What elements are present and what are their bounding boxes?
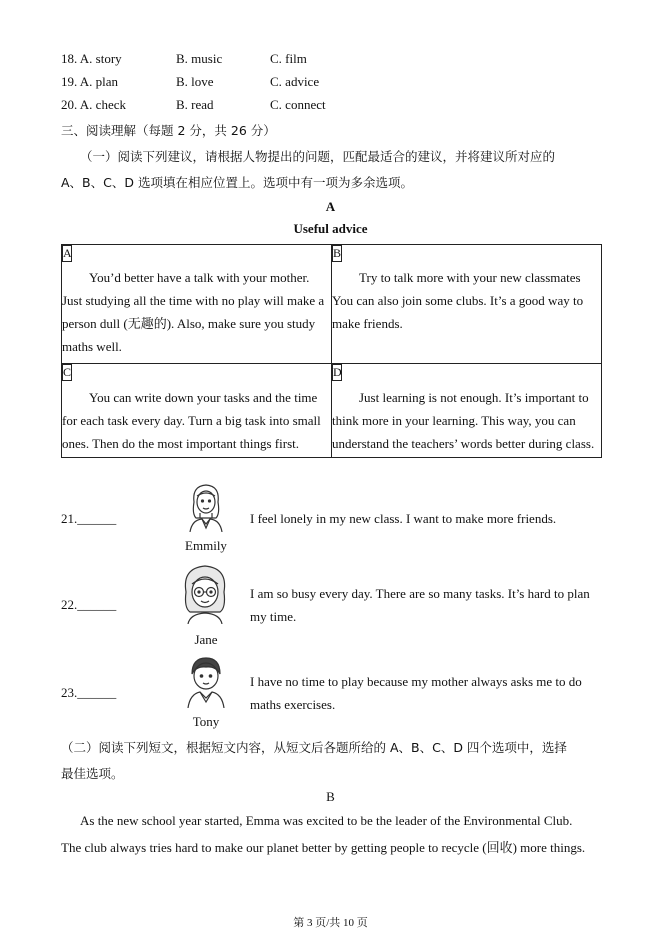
option-b: B. music: [176, 51, 223, 66]
passage-title: Useful advice: [293, 221, 368, 236]
page-footer: 第 3 页/共 10 页: [293, 917, 368, 929]
advice-cell-a: [62, 266, 331, 358]
passage-letter-a: A: [325, 199, 336, 214]
option-a: 18. A. story: [61, 51, 122, 66]
cell-line: You’d better have a talk with your mother.: [89, 270, 310, 285]
passage-line: The club always tries hard to make our planet better by getting people to recycle (回收) more things.: [61, 840, 586, 855]
option-c: C. film: [270, 51, 307, 66]
cell-line: Just learning is not enough. It’s important to: [359, 390, 589, 405]
girl-glasses-portrait-icon: [176, 562, 234, 624]
answer-blank-21[interactable]: 21.______: [61, 511, 117, 526]
question-line: I feel lonely in my new class. I want to make more friends.: [250, 511, 557, 526]
option-b: B. read: [176, 97, 214, 112]
cell-letter-b: B: [333, 246, 342, 260]
cell-line: make friends.: [332, 316, 403, 331]
boy-portrait-icon: [182, 654, 230, 708]
passage-line: As the new school year started, Emma was excited to be the leader of the Environmental Club.: [80, 813, 573, 828]
advice-cell-b: [332, 266, 602, 335]
option-row-18: [61, 51, 122, 67]
part2-instruction-line1: （二）阅读下列短文，根据短文内容，从短文后各题所给的 A、B、C、D 四个选项中，选择: [61, 740, 567, 755]
question-line: I am so busy every day. There are so many tasks. It’s hard to plan: [250, 586, 590, 601]
option-c: C. advice: [270, 74, 320, 89]
question-line: maths exercises.: [250, 697, 336, 712]
question-line: I have no time to play because my mother always asks me to do: [250, 674, 582, 689]
option-row-20: [61, 97, 126, 113]
girl-portrait-icon: [180, 480, 232, 532]
cell-line: think more in your learning. This way, you can: [332, 413, 576, 428]
advice-table: [61, 244, 602, 458]
cell-line: maths well.: [62, 339, 122, 354]
option-row-19: [61, 74, 118, 90]
option-a: 20. A. check: [61, 97, 126, 112]
cell-line: for each task every day. Turn a big task into small: [62, 413, 321, 428]
question-line: my time.: [250, 609, 297, 624]
answer-blank-23[interactable]: 23.______: [61, 685, 117, 700]
answer-blank-22[interactable]: 22.______: [61, 597, 117, 612]
cell-line: person dull (无趣的). Also, make sure you study: [62, 316, 316, 331]
cell-line: Try to talk more with your new classmates: [359, 270, 581, 285]
option-a: 19. A. plan: [61, 74, 119, 89]
person-name-emmily: Emmily: [185, 538, 227, 553]
question-text-21: [250, 507, 556, 530]
option-b: B. love: [176, 74, 214, 89]
cell-letter-d: D: [333, 365, 342, 379]
question-text-23: [250, 670, 582, 716]
section-title: 三、阅读理解（每题 2 分，共 26 分）: [61, 123, 276, 138]
question-text-22: [250, 582, 590, 628]
advice-cell-d: [332, 386, 602, 455]
part1-instruction-line1: （一）阅读下列建议，请根据人物提出的问题，匹配最适合的建议，并将建议所对应的: [80, 149, 556, 164]
person-name-jane: Jane: [194, 632, 218, 647]
cell-line: understand the teachers’ words better during class.: [332, 436, 595, 451]
cell-line: ones. Then do the most important things first.: [62, 436, 299, 451]
cell-letter-c: C: [63, 365, 72, 379]
cell-line: Just studying all the time with no play will make a: [62, 293, 325, 308]
option-c: C. connect: [270, 97, 326, 112]
cell-letter-a: A: [63, 246, 72, 260]
person-name-tony: Tony: [192, 714, 220, 729]
part2-instruction-line2: 最佳选项。: [61, 766, 124, 781]
cell-line: You can write down your tasks and the time: [89, 390, 318, 405]
passage-letter-b: B: [326, 789, 335, 804]
advice-cell-c: [62, 386, 331, 455]
part1-instruction-line2: A、B、C、D 选项填在相应位置上。选项中有一项为多余选项。: [61, 175, 413, 190]
cell-line: You can also join some clubs. It’s a good way to: [332, 293, 584, 308]
